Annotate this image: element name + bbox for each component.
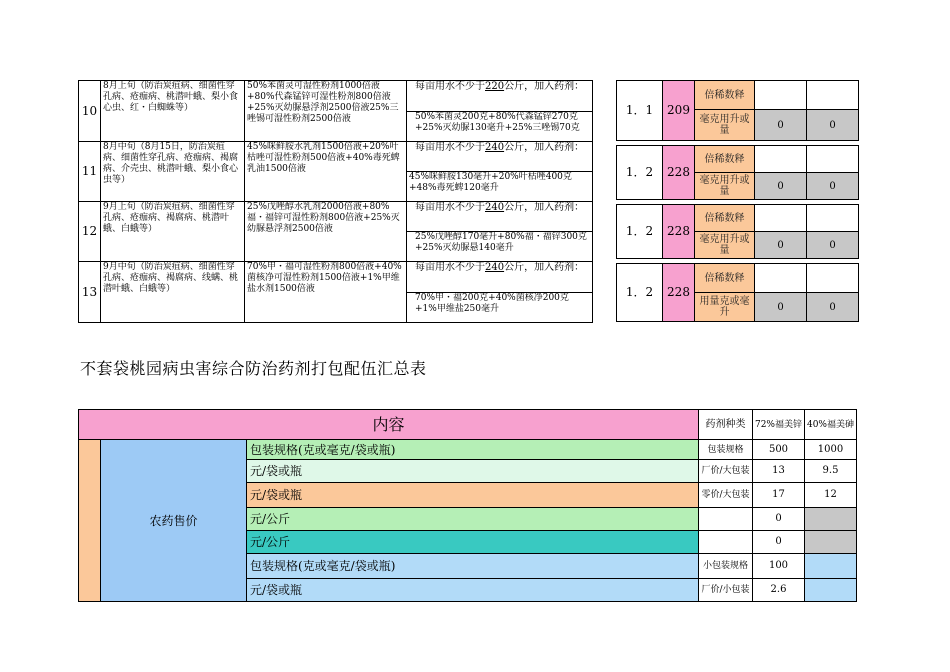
type-cell bbox=[699, 508, 753, 531]
water-amount: 240 bbox=[485, 262, 505, 273]
value-cell: 0 bbox=[755, 232, 807, 259]
table-row bbox=[617, 205, 859, 232]
value-cell: 0 bbox=[753, 508, 805, 531]
value-cell: 0 bbox=[807, 232, 859, 259]
table-row bbox=[617, 146, 859, 173]
ratio-cell: 1．2 bbox=[617, 205, 663, 259]
dilution-label: 倍稀数释 bbox=[695, 81, 755, 110]
table-row bbox=[79, 262, 593, 293]
count-cell: 228 bbox=[663, 205, 695, 259]
content-header: 内容 bbox=[79, 410, 699, 440]
value-cell: 12 bbox=[805, 483, 857, 508]
value-cell: 0 bbox=[755, 293, 807, 322]
period-cell: 8月中旬（8月15日，防治炭疽病、细菌性穿孔病、疮痂病、褐腐病、介壳虫、桃潜叶蛾、梨小食心虫等） bbox=[101, 142, 245, 202]
dose-cell: 45%咪鲜胺130毫升+20%叶枯唑400克+48%毒死蜱120毫升 bbox=[407, 172, 593, 202]
dosage-label: 毫克用升或量 bbox=[695, 110, 755, 141]
line-label: 包装规格(克或毫克/袋或瓶) bbox=[247, 554, 699, 579]
product-header: 72%福美锌 bbox=[753, 410, 805, 440]
value-cell bbox=[805, 579, 857, 602]
line-label: 元/公斤 bbox=[247, 531, 699, 554]
row-number: 11 bbox=[79, 142, 101, 202]
value-cell bbox=[805, 508, 857, 531]
type-cell bbox=[699, 531, 753, 554]
empty-cell bbox=[755, 264, 807, 293]
spray-schedule-table bbox=[78, 80, 593, 323]
empty-cell bbox=[755, 205, 807, 232]
row-number: 13 bbox=[79, 262, 101, 323]
value-cell: 500 bbox=[753, 440, 805, 460]
value-cell: 9.5 bbox=[805, 460, 857, 483]
line-label: 元/袋或瓶 bbox=[247, 579, 699, 602]
line-label: 元/公斤 bbox=[247, 508, 699, 531]
value-cell: 0 bbox=[807, 110, 859, 141]
table-row bbox=[79, 142, 593, 172]
water-amount: 240 bbox=[485, 202, 505, 213]
value-cell: 0 bbox=[755, 110, 807, 141]
formula-cell: 45%咪鲜胺水乳剂1500倍液+20%叶枯唑可湿性粉剂500倍液+40%毒死蜱乳油1500倍液 bbox=[245, 142, 407, 202]
empty-cell bbox=[807, 146, 859, 173]
formula-cell: 25%戊唑醇水乳剂2000倍液+80%福・福锌可湿性粉剂800倍液+25%灭幼脲悬浮剂2500倍液 bbox=[245, 202, 407, 262]
table-header-row bbox=[79, 410, 857, 440]
water-cell: 每亩用水不少于220公斤，加入药剂： bbox=[407, 81, 593, 112]
line-label: 元/袋或瓶 bbox=[247, 460, 699, 483]
value-cell: 0 bbox=[807, 293, 859, 322]
section-label: 农药售价 bbox=[101, 440, 247, 602]
water-amount: 220 bbox=[485, 81, 505, 92]
table-row bbox=[79, 202, 593, 232]
table-row bbox=[617, 81, 859, 110]
dilution-label: 倍稀数释 bbox=[695, 205, 755, 232]
water-cell: 每亩用水不少于240公斤，加入药剂： bbox=[407, 262, 593, 293]
dosage-label: 用量克或毫升 bbox=[695, 293, 755, 322]
type-header: 药剂种类 bbox=[699, 410, 753, 440]
count-cell: 209 bbox=[663, 81, 695, 141]
dose-cell: 25%戊唑醇170毫升+80%福・福锌300克+25%灭幼脲悬140毫升 bbox=[407, 232, 593, 262]
value-cell bbox=[805, 531, 857, 554]
dilution-label: 倍稀数释 bbox=[695, 146, 755, 173]
value-cell: 1000 bbox=[805, 440, 857, 460]
period-cell: 8月上旬（防治炭疽病、细菌性穿孔病、疮痂病、桃潜叶蛾、梨小食心虫、红・白蜘蛛等） bbox=[101, 81, 245, 142]
water-cell: 每亩用水不少于240公斤，加入药剂： bbox=[407, 202, 593, 232]
value-cell bbox=[805, 554, 857, 579]
water-amount: 240 bbox=[485, 142, 505, 153]
empty-cell bbox=[807, 205, 859, 232]
value-cell: 100 bbox=[753, 554, 805, 579]
period-cell: 9月上旬（防治炭疽病、细菌性穿孔病、疮痂病、褐腐病、桃潜叶蛾、白蛾等） bbox=[101, 202, 245, 262]
type-cell: 小包装规格 bbox=[699, 554, 753, 579]
product-header: 40%福美砷 bbox=[805, 410, 857, 440]
table-row bbox=[617, 264, 859, 293]
value-cell: 13 bbox=[753, 460, 805, 483]
dosage-label: 毫克用升或量 bbox=[695, 232, 755, 259]
line-label: 包装规格(克或毫克/袋或瓶) bbox=[247, 440, 699, 460]
row-number: 10 bbox=[79, 81, 101, 142]
dose-cell: 50%苯菌灵200克+80%代森锰锌270克+25%灭幼脲130毫升+25%三唑锡70克 bbox=[407, 111, 593, 142]
row-number: 12 bbox=[79, 202, 101, 262]
ratio-cell: 1．2 bbox=[617, 264, 663, 322]
value-cell: 0 bbox=[753, 531, 805, 554]
value-cell: 0 bbox=[755, 173, 807, 200]
dosage-label: 毫克用升或量 bbox=[695, 173, 755, 200]
dilution-table bbox=[616, 80, 859, 322]
dilution-label: 倍稀数释 bbox=[695, 264, 755, 293]
line-label: 元/袋或瓶 bbox=[247, 483, 699, 508]
ratio-cell: 1．2 bbox=[617, 146, 663, 200]
formula-cell: 50%苯菌灵可湿性粉剂1000倍液+80%代森锰锌可湿性粉剂800倍液+25%灭幼脲悬浮剂2500倍液25%三唑锡可湿性粉剂2500倍液 bbox=[245, 81, 407, 142]
empty-cell bbox=[807, 264, 859, 293]
type-cell: 厂价/小包装 bbox=[699, 579, 753, 602]
ratio-cell: 1．1 bbox=[617, 81, 663, 141]
count-cell: 228 bbox=[663, 146, 695, 200]
summary-table bbox=[78, 409, 857, 602]
empty-cell bbox=[755, 146, 807, 173]
value-cell: 0 bbox=[807, 173, 859, 200]
period-cell: 9月中旬（防治炭疽病、细菌性穿孔病、疮痂病、褐腐病、线螨、桃潜叶蛾、白蛾等） bbox=[101, 262, 245, 323]
table-row bbox=[79, 440, 857, 460]
count-cell: 228 bbox=[663, 264, 695, 322]
table-row bbox=[79, 81, 593, 112]
type-cell: 包装规格 bbox=[699, 440, 753, 460]
water-cell: 每亩用水不少于240公斤，加入药剂： bbox=[407, 142, 593, 172]
type-cell: 厂价/大包装 bbox=[699, 460, 753, 483]
page-title: 不套袋桃园病虫害综合防治药剂打包配伍汇总表 bbox=[80, 359, 427, 378]
empty-cell bbox=[807, 81, 859, 110]
formula-cell: 70%甲・福可湿性粉剂800倍液+40%菌核净可湿性粉剂1500倍液+1%甲维盐水剂1500倍液 bbox=[245, 262, 407, 323]
value-cell: 2.6 bbox=[753, 579, 805, 602]
dose-cell: 70%甲・福200克+40%菌核净200克+1%甲维盐250毫升 bbox=[407, 292, 593, 323]
type-cell: 零价/大包装 bbox=[699, 483, 753, 508]
value-cell: 17 bbox=[753, 483, 805, 508]
left-band bbox=[79, 440, 101, 602]
empty-cell bbox=[755, 81, 807, 110]
